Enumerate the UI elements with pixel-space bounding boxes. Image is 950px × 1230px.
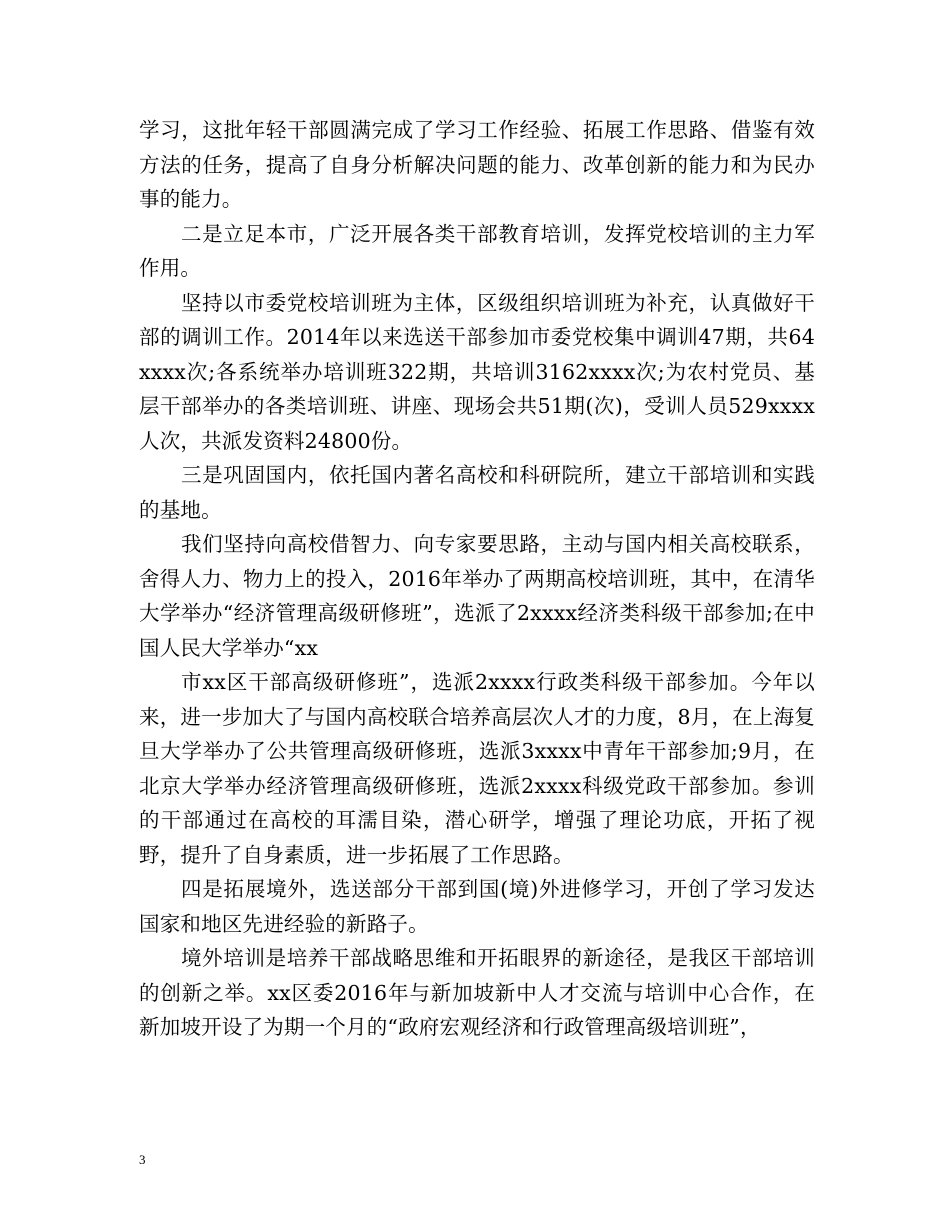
paragraph-7: 四是拓展境外，选送部分干部到国(境)外进修学习，开创了学习发达国家和地区先进经验的新路子。: [139, 877, 815, 936]
paragraph-2: 二是立足本市，广泛开展各类干部教育培训，发挥党校培训的主力军作用。: [139, 221, 815, 280]
paragraph-5: 我们坚持向高校借智力、向专家要思路，主动与国内相关高校联系，舍得人力、物力上的投入，2016年举办了两期高校培训班，其中，在清华大学举办“经济管理高级研修班”，选派了2xxxx经济类科级干部参加;在中国人民大学举办“xx: [139, 532, 815, 660]
page-number: 3: [139, 1152, 146, 1167]
document-body: [139, 113, 815, 1045]
paragraph-3: 坚持以市委党校培训班为主体，区级组织培训班为补充，认真做好干部的调训工作。2014年以来选送干部参加市委党校集中调训47期，共64xxxx次;各系统举办培训班322期，共培训3162xxxx次;为农村党员、基层干部举办的各类培训班、讲座、现场会共51期(次)，受训人员529xxxx人次，共派发资料24800份。: [139, 290, 815, 453]
paragraph-8: 境外培训是培养干部战略思维和开拓眼界的新途径，是我区干部培训的创新之举。xx区委2016年与新加坡新中人才交流与培训中心合作，在新加坡开设了为期一个月的“政府宏观经济和行政管理高级培训班”，: [139, 946, 815, 1039]
paragraph-1: 学习，这批年轻干部圆满完成了学习工作经验、拓展工作思路、借鉴有效方法的任务，提高了自身分析解决问题的能力、改革创新的能力和为民办事的能力。: [139, 118, 815, 211]
paragraph-6: 市xx区干部高级研修班”，选派2xxxx行政类科级干部参加。今年以来，进一步加大了与国内高校联合培养高层次人才的力度，8月，在上海复旦大学举办了公共管理高级研修班，选派3xxxx中青年干部参加;9月，在北京大学举办经济管理高级研修班，选派2xxxx科级党政干部参加。参训的干部通过在高校的耳濡目染，潜心研学，增强了理论功底，开拓了视野，提升了自身素质，进一步拓展了工作思路。: [139, 670, 815, 867]
paragraph-4: 三是巩固国内，依托国内著名高校和科研院所，建立干部培训和实践的基地。: [139, 463, 815, 522]
